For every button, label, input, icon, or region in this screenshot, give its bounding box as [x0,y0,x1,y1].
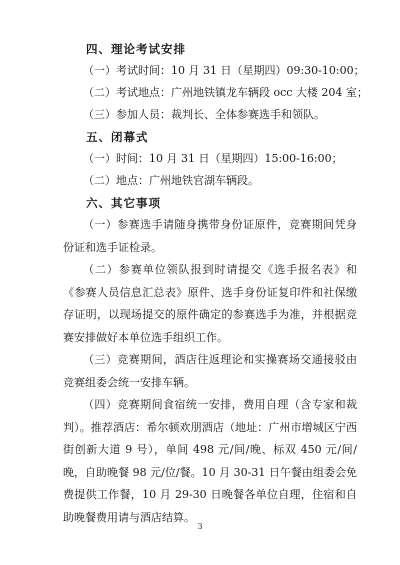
other-item-id-card: （一）参赛选手请随身携带身份证原件，竞赛期间凭身份证和选手证检录。 [63,218,357,254]
exam-time: （一）考试时间：10 月 31 日（星期四）09:30-10:00； [83,64,365,77]
closing-location: （二）地点：广州地铁官湖车辆段。 [83,174,259,187]
exam-participants: （三）参加人员：裁判长、全体参赛选手和领队。 [83,108,325,121]
page-number: 3 [197,522,203,531]
other-item-accommodation: （四）竞赛期间食宿统一安排，费用自理（含专家和裁判）。推荐酒店：希尔顿欢朋酒店（地址：广州市增城区宁西街创新大道 9 号），单间 498 元/间/晚、标双 450 元/间/晚，自助晚餐 98 元/位/餐。10 月 30-31 日午餐由组委会免费提供工作餐，10 月 29-30 日晚餐各单位自理，住宿和自助晚餐费用请与酒店结算。 [63,398,357,524]
other-item-registration: （二）参赛单位领队报到时请提交《选手报名表》和《参赛人员信息汇总表》原件、选手身份证复印件和社保缴存证明，以现场提交的原件确定的参赛选手为准，并根据竞赛安排做好本单位选手组织工作。 [63,263,357,344]
closing-time: （一）时间：10 月 31 日（星期四）15:00-16:00； [83,152,343,165]
section-heading-other: 六、其它事项 [86,196,161,210]
section-heading-exam: 四、理论考试安排 [86,42,186,56]
section-heading-closing: 五、闭幕式 [86,130,149,144]
other-item-transport: （三）竞赛期间，酒店往返理论和实操赛场交通接驳由竞赛组委会统一安排车辆。 [63,353,357,389]
page-content [63,38,368,529]
exam-location: （二）考试地点：广州地铁镇龙车辆段 occ 大楼 204 室； [83,86,368,99]
